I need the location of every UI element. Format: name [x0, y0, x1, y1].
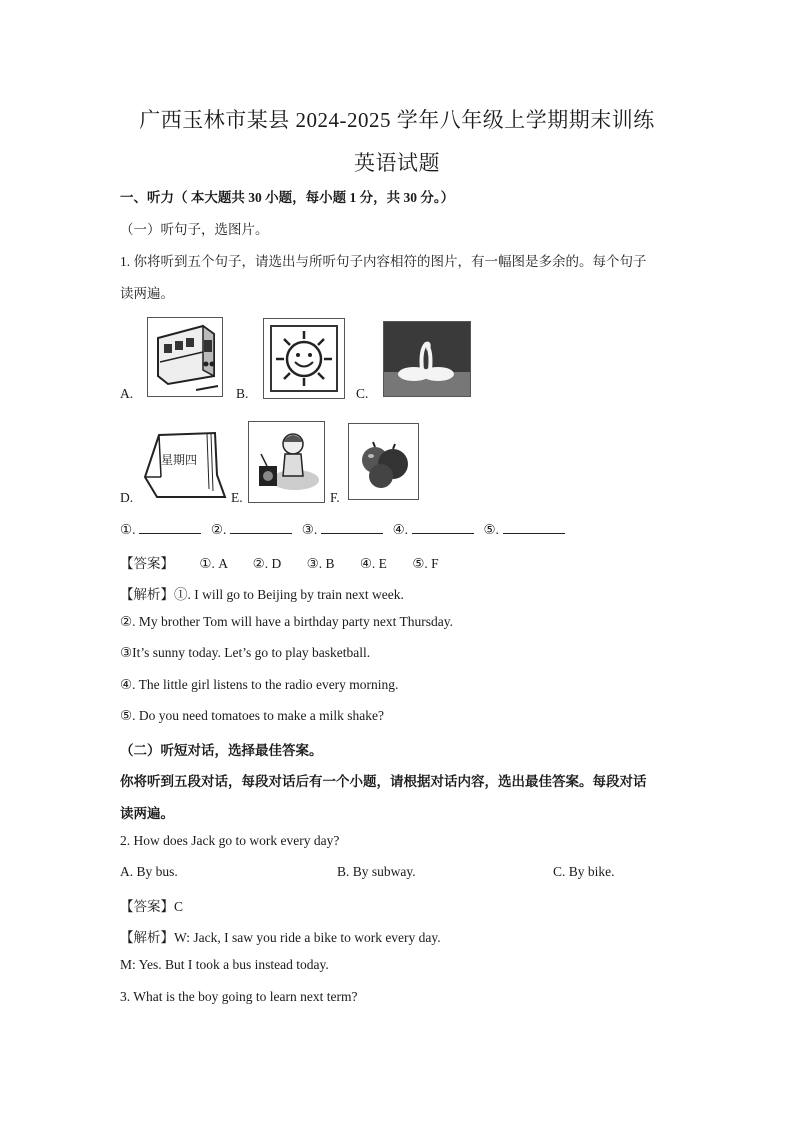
part1-heading: （一）听句子，选图片。 [120, 222, 269, 237]
blank-label-5: ⑤. [483, 522, 499, 537]
q2-answer: 【答案】C [120, 899, 184, 914]
page-title: 广西玉林市某县 2024-2025 学年八年级上学期期末训练 [139, 108, 655, 132]
option-e-label: E. [231, 490, 243, 505]
analysis-line-5: ⑤. Do you need tomatoes to make a milk shake? [120, 708, 385, 723]
q2-analysis-text1: W: Jack, I saw you ride a bike to work every day. [174, 930, 441, 945]
swans-icon [383, 321, 471, 397]
option-b-label: B. [236, 386, 249, 401]
tomatoes-icon [348, 423, 419, 500]
section-heading: 一、听力（ 本大题共 30 小题，每小题 1 分，共 30 分。） [120, 190, 455, 205]
sun-icon [263, 318, 345, 399]
part2-instruction-line2: 读两遍。 [120, 806, 174, 821]
q2-option-a: A. By bus. [120, 864, 178, 879]
blank-4[interactable] [412, 521, 474, 534]
answer-1: ①. A [199, 556, 228, 571]
analysis-line-2: ②. My brother Tom will have a birthday party next Thursday. [120, 614, 453, 629]
option-f-label: F. [330, 490, 340, 505]
train-icon [147, 317, 223, 397]
answer-3: ③. B [306, 556, 335, 571]
analysis-text-1: ①. I will go to Beijing by train next week. [174, 587, 404, 602]
q2-option-c: C. By bike. [553, 864, 615, 879]
q2-analysis-line1 [120, 926, 441, 946]
analysis-line-4: ④. The little girl listens to the radio every morning. [120, 677, 399, 692]
girl-radio-icon [248, 421, 325, 503]
q1-instruction-line1: 1. 你将听到五个句子，请选出与所听句子内容相符的图片，有一幅图是多余的。每个句子 [120, 254, 647, 269]
answer-4: ④. E [359, 556, 387, 571]
q1-answers [120, 552, 439, 572]
part2-heading: （二）听短对话，选择最佳答案。 [120, 743, 323, 758]
q2-analysis-line2: M: Yes. But I took a bus instead today. [120, 957, 329, 972]
calendar-icon [143, 429, 228, 502]
part2-instruction-line1: 你将听到五段对话，每段对话后有一个小题，请根据对话内容，选出最佳答案。每段对话 [120, 774, 647, 789]
analysis-label: 【解析】 [120, 587, 174, 602]
option-c-label: C. [356, 386, 369, 401]
option-a-label: A. [120, 386, 134, 401]
answer-5: ⑤. F [412, 556, 439, 571]
answer-2: ②. D [252, 556, 282, 571]
q2-option-b: B. By subway. [337, 864, 416, 879]
q2-analysis-label: 【解析】 [120, 930, 174, 945]
calendar-text: 星期四 [161, 453, 198, 467]
q3-question: 3. What is the boy going to learn next term? [120, 989, 358, 1004]
analysis-line-3: ③It’s sunny today. Let’s go to play basketball. [120, 645, 371, 660]
answer-label: 【答案】 [120, 556, 174, 571]
page-subtitle: 英语试题 [354, 151, 440, 175]
blank-1[interactable] [139, 521, 201, 534]
blank-label-4: ④. [392, 522, 409, 537]
answer-blanks [120, 521, 571, 538]
blank-label-1: ①. [120, 522, 136, 537]
q1-instruction-line2: 读两遍。 [120, 286, 174, 301]
blank-2[interactable] [230, 521, 292, 534]
blank-5[interactable] [503, 521, 565, 534]
analysis-line-1 [120, 583, 404, 603]
blank-label-2: ②. [210, 522, 227, 537]
option-d-label: D. [120, 490, 134, 505]
blank-label-3: ③. [301, 522, 318, 537]
blank-3[interactable] [321, 521, 383, 534]
q2-question: 2. How does Jack go to work every day? [120, 833, 340, 848]
